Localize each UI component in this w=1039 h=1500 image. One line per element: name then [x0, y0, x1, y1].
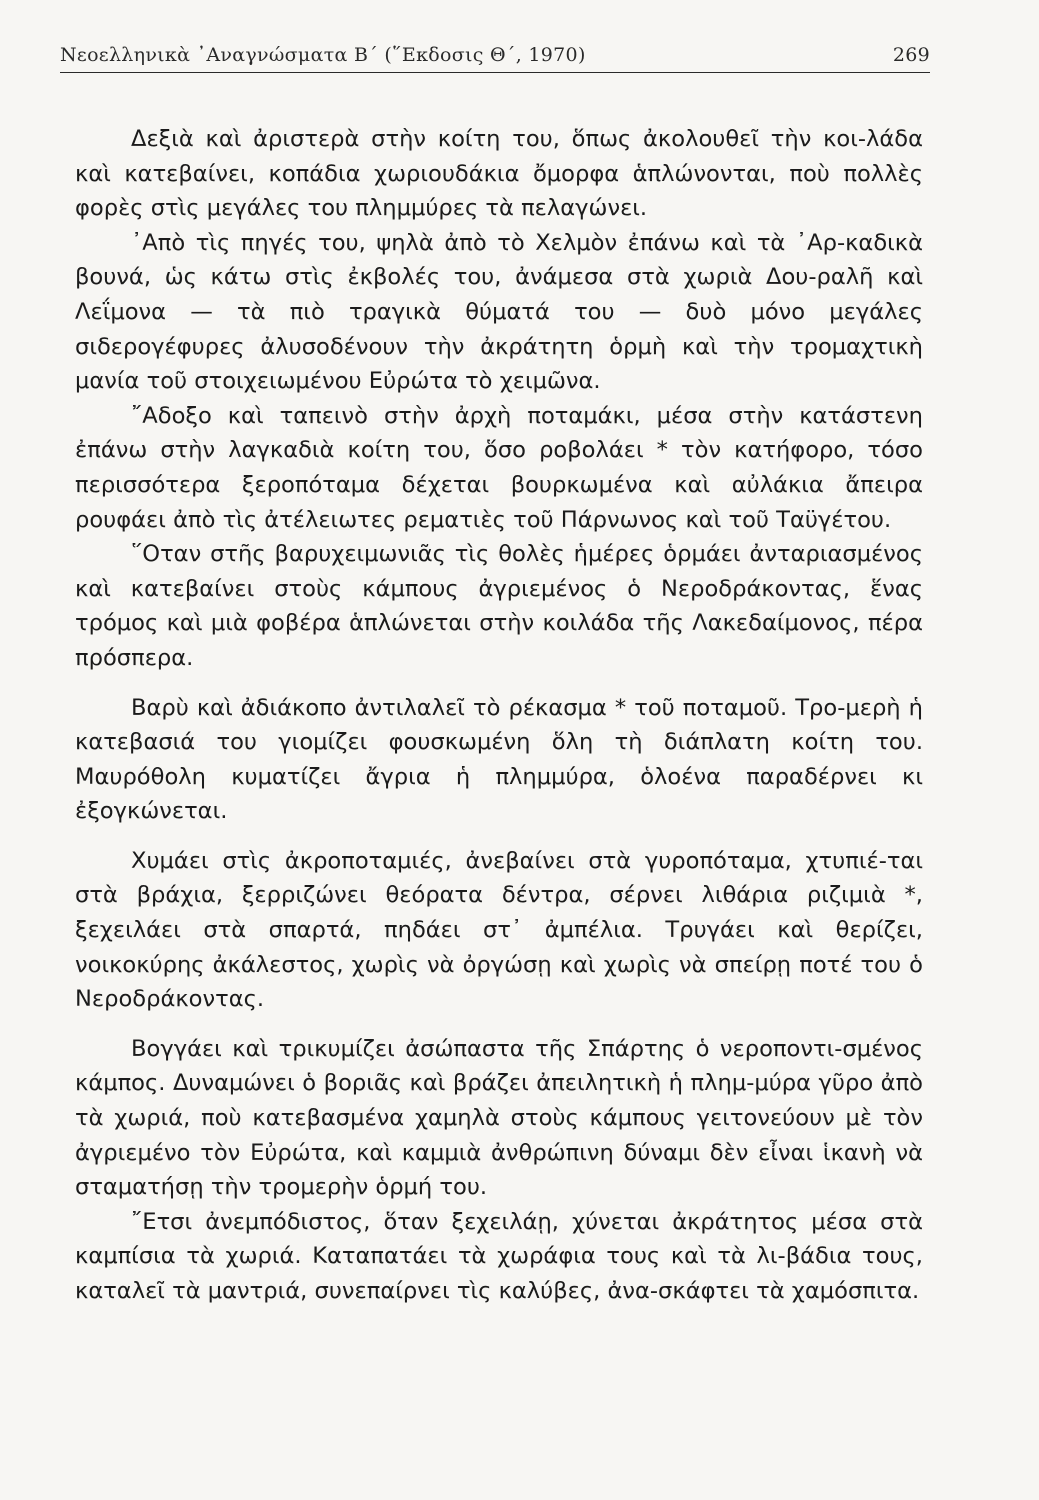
- header-rule: [60, 72, 930, 73]
- page-header: [60, 38, 930, 74]
- page-number: 269: [892, 44, 930, 66]
- paragraph: ῎Αδοξο καὶ ταπεινὸ στὴν ἀρχὴ ποταμάκι, μέσα στὴν κατάστενη ἐπάνω στὴν λαγκαδιὰ κοίτη του, ὅσο ροβολάει * τὸν κατήφορο, τόσο περισσότερα ξεροπόταμα δέχεται βουρκωμένα καὶ αὐλάκια ἄπειρα ρουφάει ἀπὸ τὶς ἀτέλειωτες ρεματιὲς τοῦ Πάρνωνος καὶ τοῦ Ταϋγέτου.: [75, 402, 923, 533]
- paragraph: Βογγάει καὶ τρικυμίζει ἀσώπαστα τῆς Σπάρτης ὁ νεροποντι-σμένος κάμπος. Δυναμώνει ὁ βοριᾶς καὶ βράζει ἀπειλητικὴ ἡ πλημ-μύρα γῦρο ἀπὸ τὰ χωριά, ποὺ κατεβασμένα χαμηλὰ στοὺς κάμπους γειτονεύουν μὲ τὸν ἀγριεμένο τὸν Εὐρώτα, καὶ καμμιὰ ἀνθρώπινη δύναμι δὲν εἶναι ἱκανὴ νὰ σταματήσῃ τὴν τρομερὴν ὁρμή του.: [75, 1035, 923, 1201]
- paragraph: Βαρὺ καὶ ἀδιάκοπο ἀντιλαλεῖ τὸ ρέκασμα * τοῦ ποταμοῦ. Τρο-μερὴ ἡ κατεβασιά του γιομίζει φουσκωμένη ὅλη τὴ διάπλατη κοίτη του. Μαυρόθολη κυματίζει ἄγρια ἡ πλημμύρα, ὁλοένα παραδέρνει κι ἐξογκώνεται.: [75, 694, 923, 825]
- paragraph: Χυμάει στὶς ἀκροποταμιές, ἀνεβαίνει στὰ γυροπόταμα, χτυπιέ-ται στὰ βράχια, ξερριζώνει θεόρατα δέντρα, σέρνει λιθάρια ριζιμιὰ *, ξεχειλάει στὰ σπαρτά, πηδάει στ᾿ ἀμπέλια. Τρυγάει καὶ θερίζει, νοικοκύρης ἀκάλεστος, χωρὶς νὰ ὀργώσῃ καὶ χωρὶς νὰ σπείρῃ ποτέ του ὁ Νεροδράκοντας.: [75, 847, 923, 1013]
- body-text: [75, 122, 923, 1309]
- paragraph: Δεξιὰ καὶ ἀριστερὰ στὴν κοίτη του, ὅπως ἀκολουθεῖ τὴν κοι-λάδα καὶ κατεβαίνει, κοπάδια χωριουδάκια ὄμορφα ἁπλώνονται, ποὺ πολλὲς φορὲς στὶς μεγάλες του πλημμύρες τὰ πελαγώνει.: [75, 126, 923, 222]
- paragraph: ῎Ετσι ἀνεμπόδιστος, ὅταν ξεχειλάῃ, χύνεται ἀκράτητος μέσα στὰ καμπίσια τὰ χωριά. Καταπατάει τὰ χωράφια τους καὶ τὰ λι-βάδια τους, καταλεῖ τὰ μαντριά, συνεπαίρνει τὶς καλύβες, ἀνα-σκάφτει τὰ χαμόσπιτα.: [75, 1208, 923, 1304]
- running-title: Νεοελληνικὰ ᾿Αναγνώσματα Β΄ (῞Εκδοσις Θ΄, 1970): [60, 44, 586, 66]
- paragraph: ῞Οταν στῆς βαρυχειμωνιᾶς τὶς θολὲς ἡμέρες ὁρμάει ἀνταριασμένος καὶ κατεβαίνει στοὺς κάμπους ἀγριεμένος ὁ Νεροδράκοντας, ἕνας τρόμος καὶ μιὰ φοβέρα ἁπλώνεται στὴν κοιλάδα τῆς Λακεδαίμονος, πέρα πρόσπερα.: [75, 541, 923, 671]
- paragraph: ᾿Απὸ τὶς πηγές του, ψηλὰ ἀπὸ τὸ Χελμὸν ἐπάνω καὶ τὰ ᾿Αρ-καδικὰ βουνά, ὡς κάτω στὶς ἐκβολές του, ἀνάμεσα στὰ χωριὰ Δου-ραλῆ καὶ Λεΐμονα — τὰ πιὸ τραγικὰ θύματά του — δυὸ μόνο μεγάλες σιδερογέφυρες ἀλυσοδένουν τὴν ἀκράτητη ὁρμὴ καὶ τὴν τρομαχτικὴ μανία τοῦ στοιχειωμένου Εὐρώτα τὸ χειμῶνα.: [75, 229, 923, 395]
